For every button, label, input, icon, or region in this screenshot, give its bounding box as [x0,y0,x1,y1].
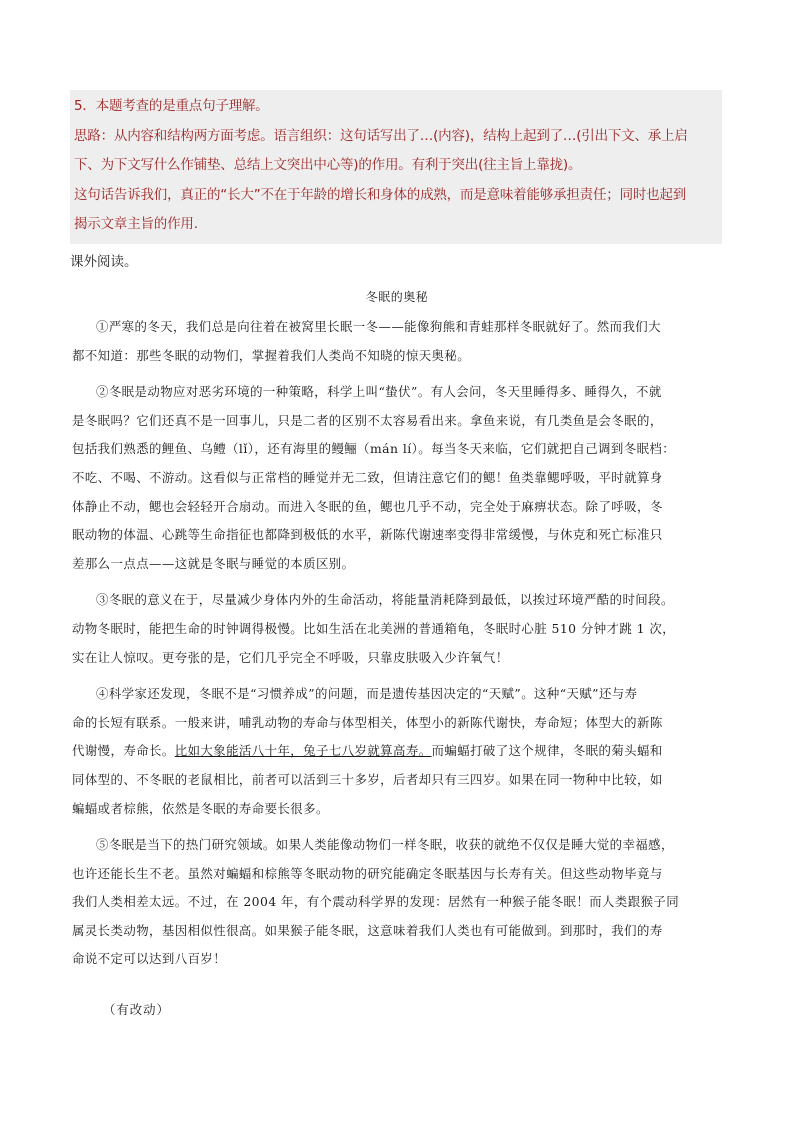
answer-line: 思路：从内容和结构两方面考虑。语言组织：这句话写出了…(内容)，结构上起到了…(引出下文、承上启 [74,127,688,144]
text-line: 体静止不动，鳃也会轻轻开合扇动。而进入冬眠的鱼，鳃也几乎不动，完全处于麻痹状态。除了呼吸，冬 [72,498,663,514]
paragraph-1 [72,313,732,370]
text-line: ④科学家还发现，冬眠不是“习惯养成”的问题，而是遗传基因决定的“天赋”。这种“天赋”还与寿 [96,686,638,702]
underlined-sentence: 比如大象能活八十年，兔子七八岁就算高寿。 [174,743,432,759]
article-body [72,313,732,982]
text-line: 命说不定可以达到八百岁！ [72,951,227,967]
text-line: ⑤冬眠是当下的热门研究领域。如果人类能像动物们一样冬眠，收获的就绝不仅仅是睡大觉的幸福感， [96,837,674,853]
text-line: 眠动物的体温、心跳等生命指征也都降到极低的水平，新陈代谢速率变得非常缓慢，与休克和死亡标准只 [72,527,663,543]
text-line: 包括我们熟悉的鲤鱼、乌鳢（lǐ），还有海里的鳗鲡（mán lí）。每当冬天来临，它们就把自己调到冬眠档： [72,441,676,457]
text-line: 同体型的、不冬眠的老鼠相比，前者可以活到三十多岁，后者却只有三四岁。如果在同一物种中比较，如 [72,771,663,787]
answer-line: 这句话告诉我们，真正的“长大”不在于年龄的增长和身体的成熟，而是意味着能够承担责任；同时也起到 [74,186,687,203]
text-line [72,737,732,766]
paragraph-4 [72,680,732,823]
text-line: 我们人类相差太远。不过，在 2004 年，有个震动科学界的发现：居然有一种猴子能冬眠！而人类跟猴子同 [72,894,680,910]
text-span: 代谢慢，寿命长。 [72,743,175,759]
text-line: 也许还能长生不老。虽然对蝙蝠和棕熊等冬眠动物的研究能确定冬眠基因与长寿有关。但这些动物毕竟与 [72,865,663,881]
text-line: 是冬眠吗？它们还真不是一回事儿，只是二者的区别不太容易看出来。拿鱼来说，有几类鱼是会冬眠的， [72,412,663,428]
paragraph-2 [72,378,732,578]
text-line: 蝙蝠或者棕熊，依然是冬眠的寿命要长很多。 [72,800,329,816]
text-line: 都不知道：那些冬眠的动物们，掌握着我们人类尚不知晓的惊天奥秘。 [72,347,471,363]
answer-line: 5．本题考查的是重点句子理解。 [74,98,269,114]
text-line: ③冬眠的意义在于，尽量减少身体内外的生命活动，将能量消耗降到最低，以挨过环境严酷的时间段。 [96,592,674,608]
adaptation-note: （有改动） [103,1002,170,1017]
text-line: 属灵长类动物，基因相似性很高。如果猴子能冬眠，这意味着我们人类也有可能做到。到那时，我们的寿 [72,922,663,938]
answer-line: 下、为下文写什么作铺垫、总结上文突出中心等)的作用。有利于突出(往主旨上靠拢)。 [74,157,582,173]
text-line: ②冬眠是动物应对恶劣环境的一种策略，科学上叫“蛰伏”。有人会问，冬天里睡得多、睡得久，不就 [96,384,662,400]
paragraph-5 [72,831,732,974]
text-line: 实在让人惊叹。更夸张的是，它们几乎完全不呼吸，只靠皮肤吸入少许氧气！ [72,649,509,665]
text-line: ①严寒的冬天，我们总是向往着在被窝里长眠一冬——能像狗熊和青蛙那样冬眠就好了。然而我们大 [96,319,661,334]
paragraph-3 [72,586,732,672]
section-label: 课外阅读。 [70,254,138,270]
text-span: 而蝙蝠打破了这个规律，冬眠的菊头蝠和 [431,743,663,759]
text-line: 不吃、不喝、不游动。这看似与正常档的睡觉并无二致，但请注意它们的鳃！鱼类靠鳃呼吸，平时就算身 [72,469,663,485]
answer-line: 揭示文章主旨的作用. [74,216,198,232]
text-line: 差那么一点点——这就是冬眠与睡觉的本质区别。 [72,555,355,571]
answer-explanation-box [70,90,722,244]
text-line: 动物冬眠时，能把生命的时钟调得极慢。比如生活在北美洲的普通箱龟，冬眠时心脏 510 分钟才跳 1 次， [72,620,676,636]
text-line: 命的长短有联系。一般来讲，哺乳动物的寿命与体型相关，体型小的新陈代谢快，寿命短；体型大的新陈 [72,714,663,730]
article-title: 冬眠的奥秘 [365,290,429,304]
